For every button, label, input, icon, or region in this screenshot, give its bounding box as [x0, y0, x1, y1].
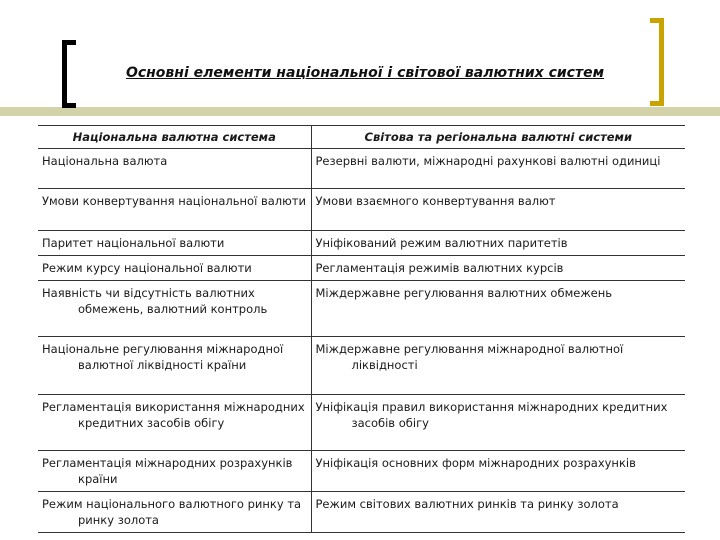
table-cell: Резервні валюти, міжнародні рахункові валютні одиниці [311, 149, 685, 189]
table-row [38, 189, 685, 231]
table-row [38, 281, 685, 337]
table-row [38, 337, 685, 395]
right-bracket-decoration [650, 18, 664, 106]
table-cell: Міждержавне регулювання валютних обмежень [311, 281, 685, 337]
header-national: Національна валютна система [38, 126, 311, 149]
table-row [38, 256, 685, 281]
table-cell: Національне регулювання міжнародної валютної ліквідності країни [38, 337, 311, 395]
table-row [38, 149, 685, 189]
table-cell: Уніфікований режим валютних паритетів [311, 231, 685, 256]
table-row [38, 492, 685, 533]
comparison-table [38, 125, 685, 533]
table-cell: Регламентація режимів валютних курсів [311, 256, 685, 281]
table-cell: Регламентація використання міжнародних кредитних засобів обігу [38, 395, 311, 451]
table-cell: Міждержавне регулювання міжнародної валютної ліквідності [311, 337, 685, 395]
table-cell: Уніфікація основних форм міжнародних розрахунків [311, 451, 685, 492]
table-row [38, 231, 685, 256]
table-cell: Уніфікація правил використання міжнародних кредитних засобів обігу [311, 395, 685, 451]
table-row [38, 395, 685, 451]
table-cell: Режим курсу національної валюти [38, 256, 311, 281]
table-cell: Паритет національної валюти [38, 231, 311, 256]
table-cell: Регламентація міжнародних розрахунків країни [38, 451, 311, 492]
table-row [38, 451, 685, 492]
header-world: Світова та регіональна валютні системи [311, 126, 685, 149]
table-header-row [38, 126, 685, 149]
table-cell: Умови конвертування національної валюти [38, 189, 311, 231]
table-cell: Режим національного валютного ринку та ринку золота [38, 492, 311, 533]
left-bracket-decoration [62, 40, 76, 108]
table-cell: Режим світових валютних ринків та ринку золота [311, 492, 685, 533]
accent-line [0, 107, 720, 116]
table-cell: Наявність чи відсутність валютних обмежень, валютний контроль [38, 281, 311, 337]
table-cell: Умови взаємного конвертування валют [311, 189, 685, 231]
page-title: Основні елементи національної і світової валютних систем [125, 65, 605, 81]
table-cell: Національна валюта [38, 149, 311, 189]
